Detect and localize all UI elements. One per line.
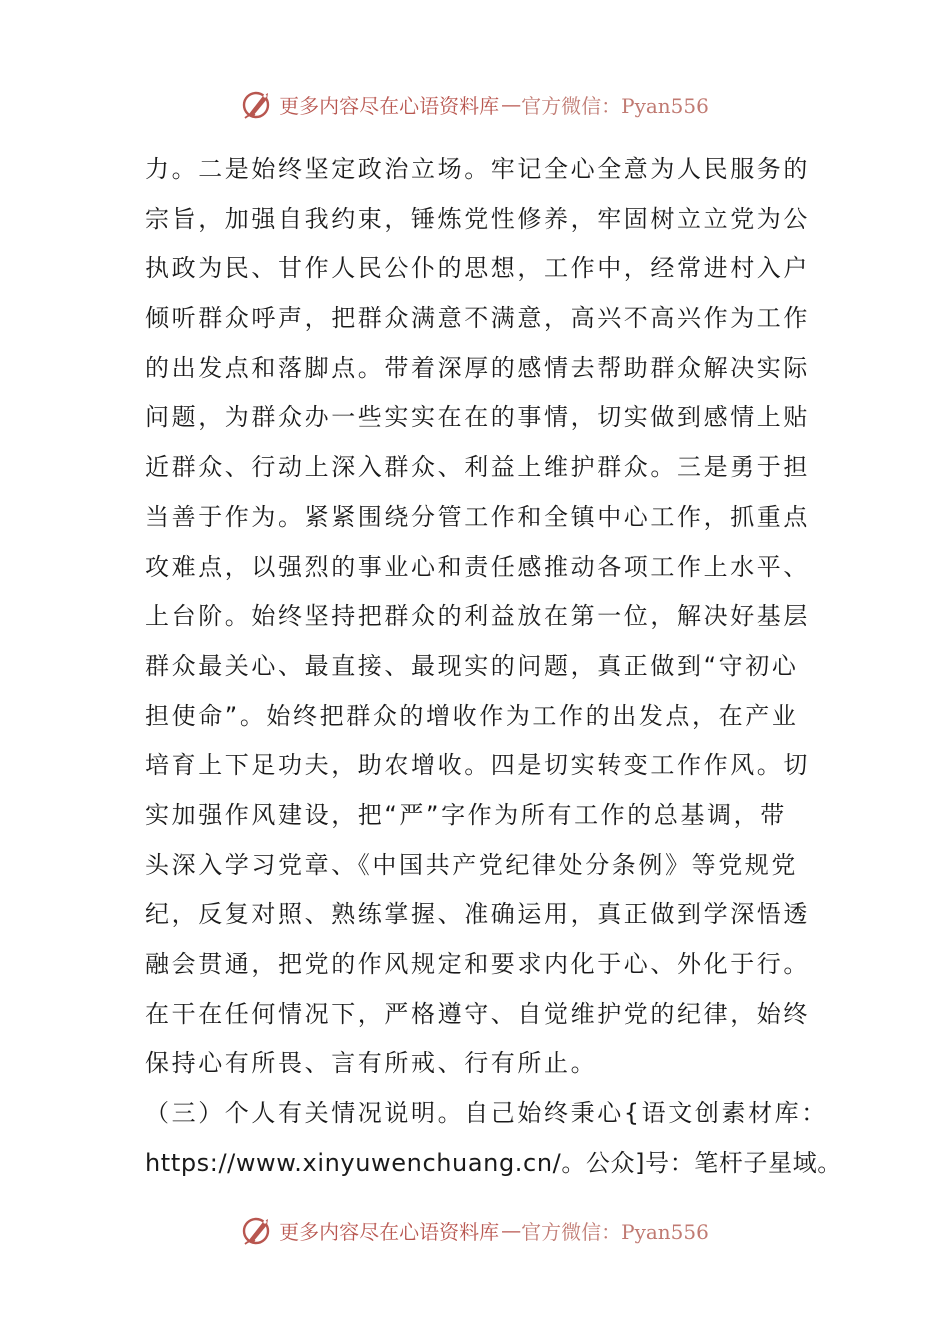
document-body — [145, 145, 842, 1188]
body-line: 力。二是始终坚定政治立场。牢记全心全意为人民服务的 — [145, 155, 810, 183]
body-line: 头深入学习党章、《中国共产党纪律处分条例》等党规党 — [145, 850, 798, 879]
body-line: 宗旨，加强自我约束，锤炼党性修养，牢固树立立党为公 — [145, 204, 810, 233]
banner-brand-text: 更多内容尽在心语资料库 — [279, 93, 500, 118]
body-line: 上台阶。始终坚持把群众的利益放在第一位，解决好基层 — [145, 602, 810, 631]
body-line: 问题，为群众办一些实实在在的事情，切实做到感情上贴 — [145, 403, 810, 432]
banner-wechat-text: 官方微信：Pyan556 — [521, 1219, 709, 1244]
body-line: 的出发点和落脚点。带着深厚的感情去帮助群众解决实际 — [145, 353, 810, 382]
footer-watermark-banner — [0, 1210, 950, 1250]
body-line: 执政为民、甘作人民公仆的思想，工作中，经常进村入户 — [145, 254, 810, 283]
body-line: 当善于作为。紧紧围绕分管工作和全镇中心工作，抓重点 — [145, 502, 810, 531]
banner-separator: — — [501, 1218, 520, 1242]
body-line: 培育上下足功夫，助农增收。四是切实转变工作作风。切 — [145, 751, 810, 780]
header-watermark-banner — [0, 84, 950, 124]
body-line: 倾听群众呼声，把群众满意不满意，高兴不高兴作为工作 — [145, 304, 810, 333]
url-line: https://www.xinyuwenchuang.cn/。公众]号：笔杆子星域。 — [145, 1148, 842, 1177]
pen-nib-circle-icon — [241, 1213, 275, 1247]
body-line: 保持心有所畏、言有所戒、行有所止。 — [145, 1049, 598, 1078]
pen-nib-circle-icon — [241, 87, 275, 121]
body-line: 实加强作风建设，把“严”字作为所有工作的总基调，带 — [145, 800, 787, 829]
banner-brand-text: 更多内容尽在心语资料库 — [279, 1219, 500, 1244]
body-line: 群众最关心、最直接、最现实的问题，真正做到“守初心 — [145, 651, 799, 680]
section-heading-line: （三）个人有关情况说明。自己始终秉心{语文创素材库： — [145, 1099, 828, 1128]
body-line: 融会贯通，把党的作风规定和要求内化于心、外化于行。 — [145, 950, 810, 978]
banner-separator: — — [501, 92, 520, 116]
body-line: 攻难点，以强烈的事业心和责任感推动各项工作上水平、 — [145, 552, 810, 581]
body-line: 纪，反复对照、熟练掌握、准确运用，真正做到学深悟透 — [145, 900, 810, 929]
body-line: 担使命”。始终把群众的增收作为工作的出发点，在产业 — [145, 701, 799, 730]
body-line: 近群众、行动上深入群众、利益上维护群众。三是勇于担 — [145, 453, 810, 482]
body-line: 在干在任何情况下，严格遵守、自觉维护党的纪律，始终 — [145, 999, 810, 1028]
banner-wechat-text: 官方微信：Pyan556 — [521, 93, 709, 118]
